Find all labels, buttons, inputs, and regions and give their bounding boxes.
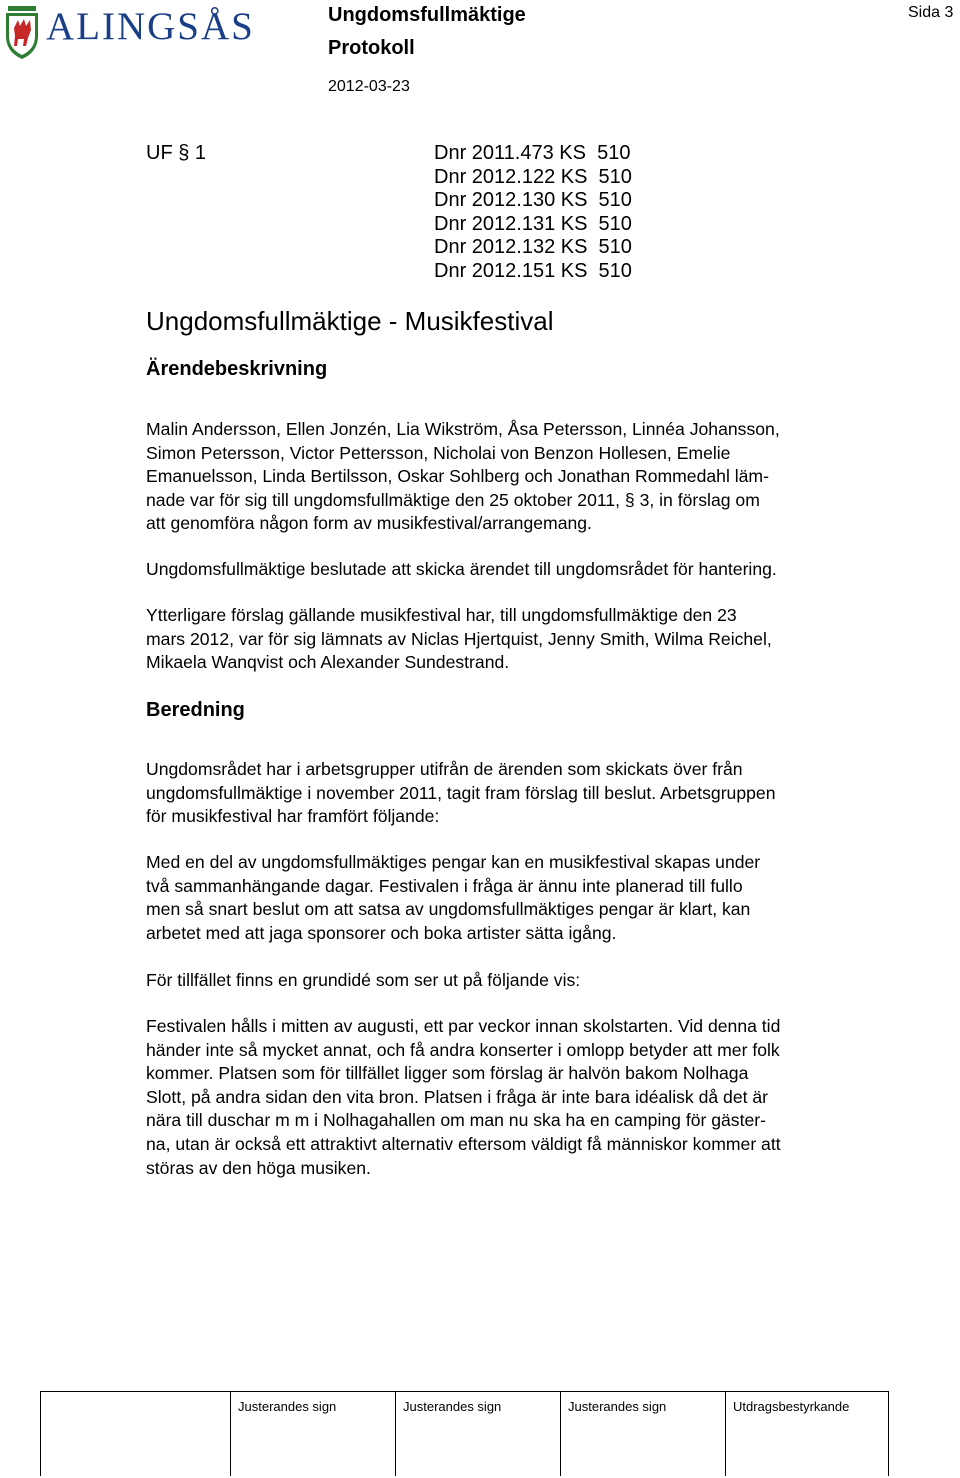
footer-box-border [725, 1391, 726, 1476]
text-line: för musikfestival har framfört följande: [146, 806, 440, 827]
text-line: nära till duschar m m i Nolhagahallen om man nu ska ha en camping för gäster- [146, 1110, 766, 1131]
text-line: nade var för sig till ungdomsfullmäktige den 25 oktober 2011, § 3, in förslag om [146, 489, 760, 510]
paragraph [146, 418, 891, 536]
section-heading-arendebeskrivning: Ärendebeskrivning [146, 358, 328, 380]
signature-label: Justerandes sign [568, 1399, 667, 1414]
text-line: men så snart beslut om att satsa av ungdomsfullmäktiges pengar är klart, kan [146, 899, 751, 920]
paragraph [146, 851, 891, 945]
footer-box-border [40, 1391, 41, 1476]
document-title: Ungdomsfullmäktige [328, 4, 526, 26]
coat-of-arms-icon [4, 6, 40, 60]
text-line: ungdomsfullmäktige i november 2011, tagit fram förslag till beslut. Arbetsgruppen [146, 782, 776, 803]
footer-divider [40, 1391, 888, 1392]
diary-number: Dnr 2012.151 KS 510 [434, 259, 632, 282]
text-line: Malin Andersson, Ellen Jonzén, Lia Wikström, Åsa Petersson, Linnéa Johansson, [146, 419, 780, 439]
text-line: na, utan är också ett attraktivt alternativ eftersom väldigt få människor kommer att [146, 1133, 781, 1154]
text-line: Slott, på andra sidan den vita bron. Platsen i fråga är inte bara idéalisk då det är [146, 1086, 769, 1107]
text-line: Med en del av ungdomsfullmäktiges pengar kan en musikfestival skapas under [146, 852, 761, 872]
signature-label: Justerandes sign [238, 1399, 337, 1414]
text-line: Mikaela Wanqvist och Alexander Sundestrand. [146, 652, 510, 673]
paragraph [146, 969, 891, 993]
text-line: händer inte så mycket annat, och få andra konserter i omlopp betyder att mer folk [146, 1039, 780, 1060]
document-subtitle: Protokoll [328, 37, 415, 59]
diary-number: Dnr 2011.473 KS 510 [434, 142, 631, 164]
text-line: Ungdomsfullmäktige beslutade att skicka ärendet till ungdomsrådet för hantering. [146, 559, 777, 579]
diary-number: Dnr 2012.131 KS 510 [434, 212, 632, 235]
text-line: Simon Petersson, Victor Pettersson, Nicholai von Benzon Hollesen, Emelie [146, 442, 731, 463]
text-line: Ungdomsrådet har i arbetsgrupper utifrån de ärenden som skickats över från [146, 759, 743, 779]
paragraph [146, 604, 891, 675]
footer-box-border [230, 1391, 231, 1476]
footer-box-border [395, 1391, 396, 1476]
footer-box-border [888, 1391, 889, 1476]
text-line: att genomföra någon form av musikfestival/arrangemang. [146, 513, 592, 534]
text-line: arbetet med att jaga sponsorer och boka artister sätta igång. [146, 922, 617, 943]
paragraph [146, 1015, 891, 1180]
document-date: 2012-03-23 [328, 78, 410, 95]
paragraph [146, 558, 891, 582]
page-number: Sida 3 [908, 4, 954, 21]
diary-number: Dnr 2012.132 KS 510 [434, 236, 632, 259]
footer-box-border [560, 1391, 561, 1476]
signature-label: Justerandes sign [403, 1399, 502, 1414]
text-line: Emanuelsson, Linda Bertilsson, Oskar Sohlberg och Jonathan Rommedahl läm- [146, 466, 769, 487]
text-line: kommer. Platsen som för tillfället ligger som förslag är halvön bakom Nolhaga [146, 1063, 749, 1084]
text-line: störas av den höga musiken. [146, 1157, 371, 1178]
text-line: Ytterligare förslag gällande musikfestival har, till ungdomsfullmäktige den 23 [146, 605, 737, 625]
diary-number-list [434, 142, 632, 284]
diary-number: Dnr 2012.130 KS 510 [434, 189, 632, 212]
text-line: För tillfället finns en grundidé som ser ut på följande vis: [146, 970, 581, 990]
main-heading: Ungdomsfullmäktige - Musikfestival [146, 306, 554, 336]
diary-number: Dnr 2012.122 KS 510 [434, 165, 632, 188]
section-heading-beredning: Beredning [146, 699, 245, 721]
text-line: två sammanhängande dagar. Festivalen i fråga är ännu inte planerad till fullo [146, 875, 743, 896]
text-line: mars 2012, var för sig lämnats av Niclas Hjertquist, Jenny Smith, Wilma Reichel, [146, 628, 772, 649]
text-line: Festivalen hålls i mitten av augusti, ett par veckor innan skolstarten. Vid denna tid [146, 1016, 781, 1036]
extract-certification-label: Utdragsbestyrkande [733, 1399, 850, 1414]
logo-wordmark: ALINGSÅS [46, 5, 255, 48]
paragraph [146, 758, 891, 829]
case-number: UF § 1 [146, 142, 207, 164]
